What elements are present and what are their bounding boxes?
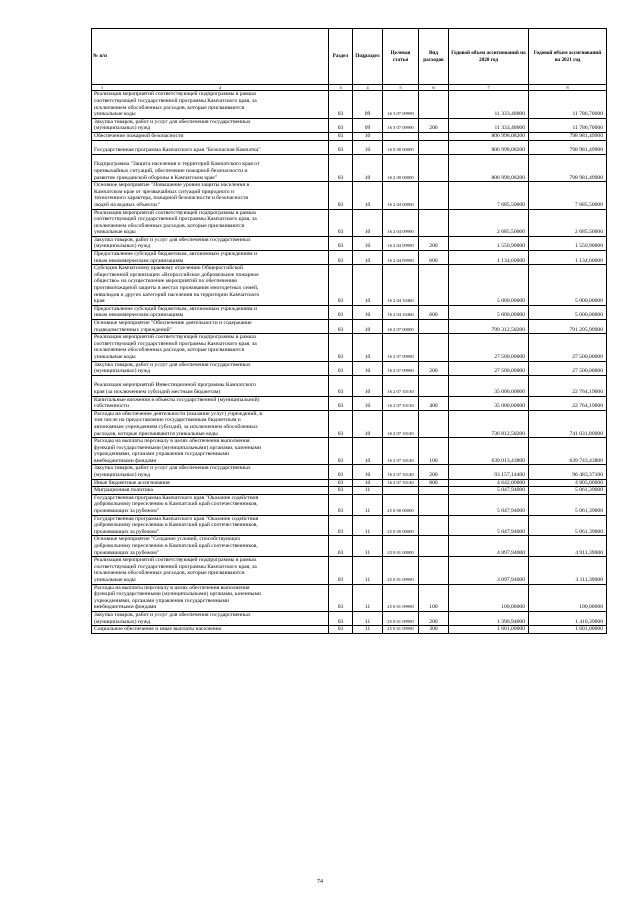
table-row: [92, 465, 607, 479]
colnum-3: 3: [329, 85, 353, 91]
table-row: [92, 611, 607, 625]
cell-2020: 5 000,00000: [449, 265, 529, 306]
cell-podrazdel: 10: [353, 334, 383, 361]
cell-csr: 25 0 00 00000: [383, 494, 419, 515]
cell-2021: 1 410,39000: [529, 611, 607, 625]
cell-2020: 2 685,50000: [449, 209, 529, 236]
page-number: 74: [317, 879, 323, 885]
cell-2020: 806 998,08200: [449, 132, 529, 140]
cell-vr: [419, 91, 449, 118]
cell-csr: 16 2 07 09990: [383, 361, 419, 375]
cell-vr: 800: [419, 479, 449, 487]
cell-vr: 200: [419, 118, 449, 132]
cell-2020: 5 047,94000: [449, 487, 529, 495]
cell-name: Основное мероприятие "Создание условий, способствующих добровольному переселению в Камчатский край соотечественников, проживающих за рубежом": [92, 536, 329, 557]
cell-2021: 4 911,39000: [529, 536, 607, 557]
cell-name: Капитальные вложения в объекты государственной (муниципальной) собственности: [92, 396, 329, 410]
cell-csr: 16 0 00 00000: [383, 140, 419, 154]
cell-csr: [383, 132, 419, 140]
cell-vr: 100: [419, 438, 449, 465]
cell-podrazdel: 10: [353, 438, 383, 465]
table-row: [92, 584, 607, 611]
colnum-5: 5: [383, 85, 419, 91]
cell-csr: 16 2 04 10460: [383, 305, 419, 319]
cell-razdel: 03: [329, 154, 353, 181]
cell-podrazdel: 11: [353, 557, 383, 584]
cell-vr: [419, 320, 449, 334]
cell-name: Расходы на обеспечение деятельности (оказание услуг) учреждений, в том числе на предоставление государственным бюджетным и автономным учреждениям субсидий, за исключением обособленных расходов, которые присваиваются уникальные коды: [92, 410, 329, 437]
cell-2021: 741 031,80900: [529, 410, 607, 437]
budget-table: [91, 28, 607, 634]
cell-podrazdel: 10: [353, 465, 383, 479]
cell-name: Государственная программа Камчатского края "Оказание содействия добровольному переселению в Камчатский край соотечественников, проживающих за рубежом": [92, 494, 329, 515]
cell-podrazdel: 10: [353, 375, 383, 396]
header-vr: Вид расходов: [419, 29, 449, 85]
table-header-row: [92, 29, 607, 85]
cell-podrazdel: 10: [353, 410, 383, 437]
cell-2021: 5 000,00000: [529, 305, 607, 319]
cell-2020: 806 998,08200: [449, 140, 529, 154]
cell-razdel: 03: [329, 91, 353, 118]
cell-csr: 16 2 07 10140: [383, 410, 419, 437]
cell-2020: 11 333,40000: [449, 118, 529, 132]
cell-name: Миграционная политика: [92, 487, 329, 495]
cell-vr: 400: [419, 396, 449, 410]
cell-podrazdel: 10: [353, 209, 383, 236]
table-row: [92, 140, 607, 154]
cell-name: Подпрограмма "Защита населения и территорий Камчатского края от чрезвычайных ситуаций, обеспечение пожарной безопасности и развитие гражданской обороны в Камчатском крае": [92, 154, 329, 181]
cell-2021: 5 061,39000: [529, 494, 607, 515]
header-2021: Годовой объем ассигнований на 2021 год: [529, 29, 607, 85]
table-row: [92, 494, 607, 515]
cell-razdel: 03: [329, 236, 353, 250]
cell-vr: [419, 515, 449, 536]
cell-2021: 5 061,39000: [529, 515, 607, 536]
cell-2020: 5 047,94000: [449, 515, 529, 536]
cell-razdel: 03: [329, 251, 353, 265]
table-row: [92, 375, 607, 396]
cell-name: Реализация мероприятий Инвестиционной программы Камчатского края (за исключением субсидий местным бюджетам): [92, 375, 329, 396]
cell-podrazdel: 11: [353, 515, 383, 536]
cell-vr: [419, 265, 449, 306]
cell-name: Государственная программа Камчатского края "Безопасная Камчатка": [92, 140, 329, 154]
cell-vr: [419, 334, 449, 361]
cell-razdel: 03: [329, 140, 353, 154]
budget-table-sheet: [91, 28, 606, 634]
cell-podrazdel: 11: [353, 536, 383, 557]
cell-2021: 5 000,00000: [529, 265, 607, 306]
cell-csr: 25 0 01 09990: [383, 626, 419, 634]
table-row: [92, 182, 607, 209]
cell-razdel: 03: [329, 396, 353, 410]
colnum-6: 6: [419, 85, 449, 91]
cell-vr: [419, 209, 449, 236]
colnum-cell-1-2: [92, 85, 329, 91]
header-num: № п/п: [93, 53, 107, 60]
cell-vr: [419, 375, 449, 396]
cell-podrazdel: 10: [353, 154, 383, 181]
cell-podrazdel: 10: [353, 236, 383, 250]
cell-podrazdel: 10: [353, 305, 383, 319]
cell-podrazdel: 11: [353, 626, 383, 634]
cell-2020: 3 097,94000: [449, 557, 529, 584]
cell-2020: 7 685,50000: [449, 182, 529, 209]
cell-vr: [419, 182, 449, 209]
cell-name: Основное мероприятие "Обеспечение деятельности и содержание подведомственных учреждений": [92, 320, 329, 334]
table-row: [92, 334, 607, 361]
cell-name: Реализация мероприятий соответствующей подпрограммы в рамках соответствующей государственной программы Камчатского края, за исключением обособленных расходов, которые присваиваются уникальные коды: [92, 209, 329, 236]
cell-2020: 5 047,94000: [449, 494, 529, 515]
cell-vr: 200: [419, 465, 449, 479]
table-row: [92, 536, 607, 557]
table-row: [92, 305, 607, 319]
cell-csr: 25 0 01 09990: [383, 584, 419, 611]
cell-csr: 25 0 00 00000: [383, 515, 419, 536]
cell-csr: 16 2 04 09990: [383, 251, 419, 265]
cell-2021: 22 764,19000: [529, 396, 607, 410]
colnum-2: 2: [218, 85, 222, 90]
cell-vr: [419, 487, 449, 495]
cell-vr: [419, 536, 449, 557]
cell-razdel: 03: [329, 438, 353, 465]
table-row: [92, 487, 607, 495]
table-body: [92, 91, 607, 633]
cell-2021: 791 295,99900: [529, 320, 607, 334]
cell-name: Обеспечение пожарной безопасности: [92, 132, 329, 140]
cell-csr: 16 2 04 00000: [383, 182, 419, 209]
cell-2021: 96 483,37100: [529, 465, 607, 479]
cell-name: Закупка товаров, работ и услуг для обеспечения государственных (муниципальных) нужд: [92, 361, 329, 375]
cell-podrazdel: 10: [353, 182, 383, 209]
cell-razdel: 03: [329, 584, 353, 611]
cell-vr: [419, 410, 449, 437]
cell-2020: 4 642,00000: [449, 479, 529, 487]
cell-razdel: 03: [329, 479, 353, 487]
cell-2020: 799 312,58200: [449, 320, 529, 334]
cell-razdel: 03: [329, 334, 353, 361]
cell-2021: 798 981,49900: [529, 132, 607, 140]
cell-name: Закупка товаров, работ и услуг для обеспечения государственных (муниципальных) нужд: [92, 465, 329, 479]
cell-razdel: 03: [329, 132, 353, 140]
cell-2021: 639 743,43800: [529, 438, 607, 465]
cell-vr: [419, 154, 449, 181]
cell-podrazdel: 10: [353, 265, 383, 306]
cell-name: Субсидия Камчатскому краевому отделению Общероссийской общественной организации «Всероссийское добровольное пожарное общество» на осуществление мероприятий по обеспечению противопожарной защиты в местах проживания многодетных семей, инвалидов и других категорий населения на территории Камчатского края: [92, 265, 329, 306]
cell-vr: 200: [419, 236, 449, 250]
cell-2021: 2 685,50000: [529, 209, 607, 236]
cell-csr: 16 2 04 10460: [383, 265, 419, 306]
cell-vr: 200: [419, 361, 449, 375]
colnum-8: 8: [529, 85, 607, 91]
cell-csr: 25 0 01 09990: [383, 611, 419, 625]
cell-2021: 100,00000: [529, 584, 607, 611]
cell-razdel: 03: [329, 361, 353, 375]
cell-podrazdel: 11: [353, 611, 383, 625]
cell-podrazdel: 10: [353, 396, 383, 410]
table-row: [92, 236, 607, 250]
cell-name: Государственная программа Камчатского края "Оказание содействия добровольному переселению в Камчатский край соотечественников, проживающих за рубежом": [92, 515, 329, 536]
cell-vr: 300: [419, 626, 449, 634]
cell-2020: 27 500,00000: [449, 361, 529, 375]
cell-podrazdel: 10: [353, 140, 383, 154]
cell-2021: 7 685,50000: [529, 182, 607, 209]
table-row: [92, 132, 607, 140]
cell-csr: 16 2 04 09990: [383, 236, 419, 250]
cell-name: Предоставление субсидий бюджетным, автономным учреждениям и иным некоммерческим организациям: [92, 305, 329, 319]
cell-name: Предоставление субсидий бюджетным, автономным учреждениям и иным некоммерческим организациям: [92, 251, 329, 265]
cell-name: Расходы на выплаты персоналу в целях обеспечения выполнения функций государственными (муниципальными) органами, казенными учреждениями, органами управления государственными внебюджетными фондами: [92, 438, 329, 465]
cell-podrazdel: 09: [353, 118, 383, 132]
cell-2021: 11 786,70000: [529, 91, 607, 118]
table-row: [92, 265, 607, 306]
cell-csr: 25 0 01 09990: [383, 557, 419, 584]
table-row: [92, 91, 607, 118]
table-row: [92, 515, 607, 536]
colnum-7: 7: [449, 85, 529, 91]
cell-name: Расходы на выплаты персоналу в целях обеспечения выполнения функций государственными (муниципальными) органами, казенными учреждениями, органами управления государственными внебюджетными фондами: [92, 584, 329, 611]
cell-2020: 4 897,94000: [449, 536, 529, 557]
cell-razdel: 03: [329, 375, 353, 396]
cell-name: Реализация мероприятий соответствующей подпрограммы в рамках соответствующей государственной программы Камчатского края, за исключением обособленных расходов, которые присваиваются уникальные коды: [92, 334, 329, 361]
cell-razdel: 03: [329, 118, 353, 132]
cell-2021: 3 111,39000: [529, 557, 607, 584]
table-row: [92, 251, 607, 265]
cell-vr: 600: [419, 305, 449, 319]
cell-name: Закупка товаров, работ и услуг для обеспечения государственных (муниципальных) нужд: [92, 236, 329, 250]
cell-vr: 100: [419, 584, 449, 611]
header-podrazdel: Подраздел: [353, 29, 383, 85]
cell-csr: 16 2 00 00000: [383, 154, 419, 181]
cell-vr: [419, 494, 449, 515]
cell-podrazdel: 10: [353, 361, 383, 375]
cell-2020: 1 396,94000: [449, 611, 529, 625]
cell-csr: 16 2 07 10130: [383, 375, 419, 396]
cell-csr: 16 2 07 10130: [383, 396, 419, 410]
cell-2021: 27 500,00000: [529, 334, 607, 361]
header-name: [92, 29, 329, 85]
cell-csr: 16 3 07 09990: [383, 118, 419, 132]
cell-2020: 639 013,43800: [449, 438, 529, 465]
table-row: [92, 410, 607, 437]
cell-podrazdel: 11: [353, 487, 383, 495]
header-csr: Целевая статья: [383, 29, 419, 85]
cell-razdel: 03: [329, 557, 353, 584]
cell-csr: 16 3 07 09990: [383, 91, 419, 118]
cell-2020: 736 812,58200: [449, 410, 529, 437]
cell-csr: 16 2 07 10140: [383, 438, 419, 465]
cell-csr: 16 2 07 10140: [383, 479, 419, 487]
cell-name: Основное мероприятие "Повышение уровня защиты населения в Камчатском крае от чрезвычайных ситуаций природного и техногенного характера, пожарной безопасности и безопасности людей на водных объектах": [92, 182, 329, 209]
cell-vr: [419, 132, 449, 140]
cell-csr: 16 2 04 09990: [383, 209, 419, 236]
header-2020: Годовой объем ассигнований на 2020 год: [449, 29, 529, 85]
cell-2021: 1 134,60000: [529, 251, 607, 265]
cell-razdel: 03: [329, 182, 353, 209]
cell-2020: 35 000,00000: [449, 396, 529, 410]
cell-2020: 806 998,08200: [449, 154, 529, 181]
cell-name: Закупка товаров, работ и услуг для обеспечения государственных (муниципальных) нужд: [92, 611, 329, 625]
table-row: [92, 396, 607, 410]
cell-razdel: 03: [329, 626, 353, 634]
cell-razdel: 03: [329, 320, 353, 334]
cell-razdel: 03: [329, 305, 353, 319]
cell-2021: 1 550,90000: [529, 236, 607, 250]
table-row: [92, 118, 607, 132]
cell-2021: 11 786,70000: [529, 118, 607, 132]
cell-podrazdel: 10: [353, 251, 383, 265]
table-row: [92, 209, 607, 236]
cell-csr: 16 2 07 10140: [383, 465, 419, 479]
cell-2021: 5 061,39000: [529, 487, 607, 495]
colnum-4: 4: [353, 85, 383, 91]
cell-razdel: 03: [329, 465, 353, 479]
cell-podrazdel: 11: [353, 584, 383, 611]
cell-razdel: 03: [329, 494, 353, 515]
cell-podrazdel: 10: [353, 479, 383, 487]
cell-2020: 1 134,60000: [449, 251, 529, 265]
cell-podrazdel: 09: [353, 91, 383, 118]
cell-razdel: 03: [329, 265, 353, 306]
cell-2021: 27 500,00000: [529, 361, 607, 375]
cell-2021: 22 764,19000: [529, 375, 607, 396]
cell-razdel: 03: [329, 410, 353, 437]
cell-razdel: 03: [329, 536, 353, 557]
cell-vr: [419, 557, 449, 584]
cell-2020: 5 000,00000: [449, 305, 529, 319]
cell-razdel: 03: [329, 209, 353, 236]
cell-csr: [383, 487, 419, 495]
cell-vr: [419, 140, 449, 154]
cell-2021: 798 981,49900: [529, 140, 607, 154]
cell-name: Социальное обеспечение и иные выплаты населению: [92, 626, 329, 634]
cell-2020: 1 601,00000: [449, 626, 529, 634]
table-row: [92, 320, 607, 334]
cell-razdel: 03: [329, 515, 353, 536]
cell-vr: 600: [419, 251, 449, 265]
table-row: [92, 361, 607, 375]
table-row: [92, 557, 607, 584]
cell-name: Реализация мероприятий соответствующей подпрограммы в рамках соответствующей государственной программы Камчатского края, за исключением обособленных расходов, которые присваиваются уникальные коды: [92, 557, 329, 584]
cell-podrazdel: 10: [353, 320, 383, 334]
cell-2020: 1 550,90000: [449, 236, 529, 250]
table-row: [92, 154, 607, 181]
cell-podrazdel: 10: [353, 132, 383, 140]
cell-2020: 11 333,40000: [449, 91, 529, 118]
cell-2020: 35 000,00000: [449, 375, 529, 396]
cell-csr: 16 2 07 00000: [383, 320, 419, 334]
cell-name: Иные бюджетные ассигнования: [92, 479, 329, 487]
cell-vr: 200: [419, 611, 449, 625]
cell-2021: 4 805,00000: [529, 479, 607, 487]
cell-2021: 1 601,00000: [529, 626, 607, 634]
colnum-1: 1: [100, 85, 104, 90]
cell-2020: 100,00000: [449, 584, 529, 611]
cell-csr: 16 2 07 09990: [383, 334, 419, 361]
cell-2020: 27 500,00000: [449, 334, 529, 361]
cell-podrazdel: 11: [353, 494, 383, 515]
table-row: [92, 438, 607, 465]
cell-razdel: 03: [329, 611, 353, 625]
cell-razdel: 03: [329, 487, 353, 495]
cell-2021: 798 981,49900: [529, 154, 607, 181]
table-row: [92, 626, 607, 634]
header-razdel: Раздел: [329, 29, 353, 85]
cell-name: Реализация мероприятий соответствующей подпрограммы в рамках соответствующей государственной программы Камчатского края, за исключением обособленных расходов, которые присваиваются уникальные коды: [92, 91, 329, 118]
cell-name: Закупка товаров, работ и услуг для обеспечения государственных (муниципальных) нужд: [92, 118, 329, 132]
cell-csr: 25 0 01 00000: [383, 536, 419, 557]
table-row: [92, 479, 607, 487]
cell-2020: 93 157,14400: [449, 465, 529, 479]
